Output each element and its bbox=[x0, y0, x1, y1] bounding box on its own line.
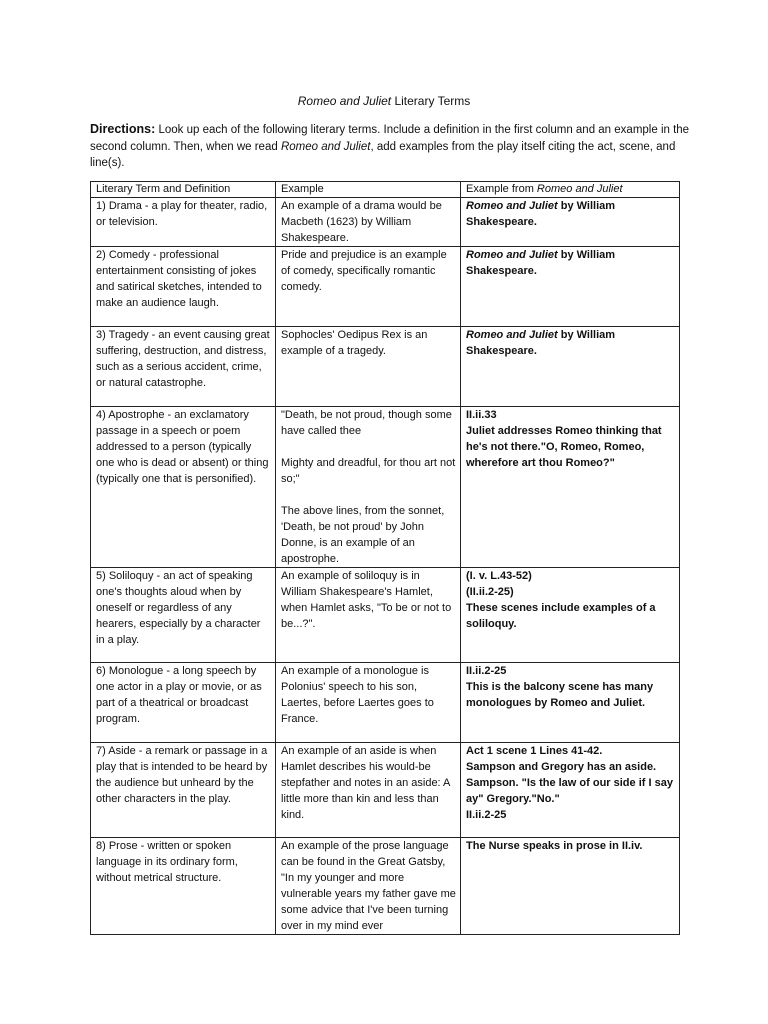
play-cell bbox=[461, 568, 680, 663]
table-row bbox=[91, 838, 680, 935]
header-term: Literary Term and Definition bbox=[91, 182, 276, 198]
term-cell: 8) Prose - written or spoken language in its ordinary form, without metrical structure. bbox=[91, 838, 276, 935]
title-rest: Literary Terms bbox=[391, 94, 471, 108]
play-title: Romeo and Juliet bbox=[466, 200, 558, 212]
table-row bbox=[91, 198, 680, 247]
example-cell bbox=[276, 407, 461, 568]
directions-text-2: , add examples from the play itself citing the act, scene, and line(s). bbox=[90, 140, 676, 169]
directions-label: Directions: bbox=[90, 122, 156, 136]
table-row bbox=[91, 407, 680, 568]
header-play-italic: Romeo and Juliet bbox=[536, 183, 623, 195]
play-cell bbox=[461, 198, 680, 247]
example-cell: An example of a drama would be Macbeth (1623) by William Shakespeare. bbox=[276, 198, 461, 247]
term-cell: 2) Comedy - professional entertainment consisting of jokes and satirical sketches, intended to make an audience laugh. bbox=[91, 247, 276, 327]
example-cell: Sophocles' Oedipus Rex is an example of a tragedy. bbox=[276, 327, 461, 407]
example-paragraph-3: The above lines, from the sonnet, 'Death, be not proud' by John Donne, is an example of an apostrophe. bbox=[281, 505, 445, 565]
term-cell: 6) Monologue - a long speech by one actor in a play or movie, or as part of a theatrical or broadcast program. bbox=[91, 663, 276, 743]
table-header-row bbox=[91, 182, 680, 198]
play-cell bbox=[461, 743, 680, 838]
table-row bbox=[91, 247, 680, 327]
play-text: (I. v. L.43-52) (II.ii.2-25) These scenes include examples of a soliloquy. bbox=[466, 570, 656, 630]
play-author: by William Shakespeare. bbox=[466, 329, 616, 357]
play-author: by William Shakespeare. bbox=[466, 200, 616, 228]
example-paragraph-2: Mighty and dreadful, for thou art not so;" bbox=[281, 457, 456, 485]
play-text: II.ii.2-25 This is the balcony scene has many monologues by Romeo and Juliet. bbox=[466, 665, 654, 709]
example-cell: An example of soliloquy is in William Shakespeare's Hamlet, when Hamlet asks, "To be or not to be...?". bbox=[276, 568, 461, 663]
table-row bbox=[91, 568, 680, 663]
example-cell: An example of an aside is when Hamlet describes his would-be stepfather and notes in an aside: A little more than kin and less than kind. bbox=[276, 743, 461, 838]
directions-text-1: Look up each of the following literary terms. Include a definition in the first column and an example in the second column. Then, when we read bbox=[90, 124, 690, 153]
play-cell bbox=[461, 327, 680, 407]
directions-italic: Romeo and Juliet bbox=[280, 140, 371, 153]
header-play-prefix: Example from bbox=[466, 183, 537, 195]
example-paragraph-1: "Death, be not proud, though some have called thee bbox=[281, 409, 452, 437]
play-cell bbox=[461, 838, 680, 935]
header-play-example bbox=[461, 182, 680, 198]
play-cell bbox=[461, 407, 680, 568]
play-title: Romeo and Juliet bbox=[466, 329, 558, 341]
term-cell: 5) Soliloquy - an act of speaking one's thoughts aloud when by oneself or regardless of any hearers, especially by a character in a play. bbox=[91, 568, 276, 663]
example-cell: Pride and prejudice is an example of comedy, specifically romantic comedy. bbox=[276, 247, 461, 327]
play-cell bbox=[461, 663, 680, 743]
table-row bbox=[91, 743, 680, 838]
header-example: Example bbox=[276, 182, 461, 198]
table-row bbox=[91, 663, 680, 743]
example-cell: An example of the prose language can be found in the Great Gatsby, "In my younger and more vulnerable years my father gave me some advice that I've been turning over in my mind ever bbox=[276, 838, 461, 935]
title-italic: Romeo and Juliet bbox=[297, 94, 392, 108]
term-cell: 4) Apostrophe - an exclamatory passage in a speech or poem addressed to a person (typically one who is dead or absent) or thing (typically one that is personified). bbox=[91, 407, 276, 568]
play-text: Act 1 scene 1 Lines 41-42. Sampson and Gregory has an aside. Sampson. "Is the law of our side if I say ay" Gregory."No." II.ii.2-25 bbox=[466, 745, 673, 821]
literary-terms-table bbox=[90, 181, 680, 935]
play-cell bbox=[461, 247, 680, 327]
term-cell: 3) Tragedy - an event causing great suffering, destruction, and distress, such as a serious accident, crime, or natural catastrophe. bbox=[91, 327, 276, 407]
play-text: II.ii.33 Juliet addresses Romeo thinking that he's not there."O, Romeo, Romeo, wherefore art thou Romeo?" bbox=[466, 409, 662, 469]
play-title: Romeo and Juliet bbox=[466, 249, 558, 261]
play-author: by William Shakespeare. bbox=[466, 249, 616, 277]
term-cell: 7) Aside - a remark or passage in a play that is intended to be heard by the audience but unheard by the other characters in the play. bbox=[91, 743, 276, 838]
table-row bbox=[91, 327, 680, 407]
term-cell: 1) Drama - a play for theater, radio, or television. bbox=[91, 198, 276, 247]
play-text: The Nurse speaks in prose in II.iv. bbox=[466, 840, 643, 852]
page-title bbox=[0, 94, 768, 109]
example-cell: An example of a monologue is Polonius' speech to his son, Laertes, before Laertes goes to France. bbox=[276, 663, 461, 743]
directions-paragraph bbox=[90, 121, 690, 172]
